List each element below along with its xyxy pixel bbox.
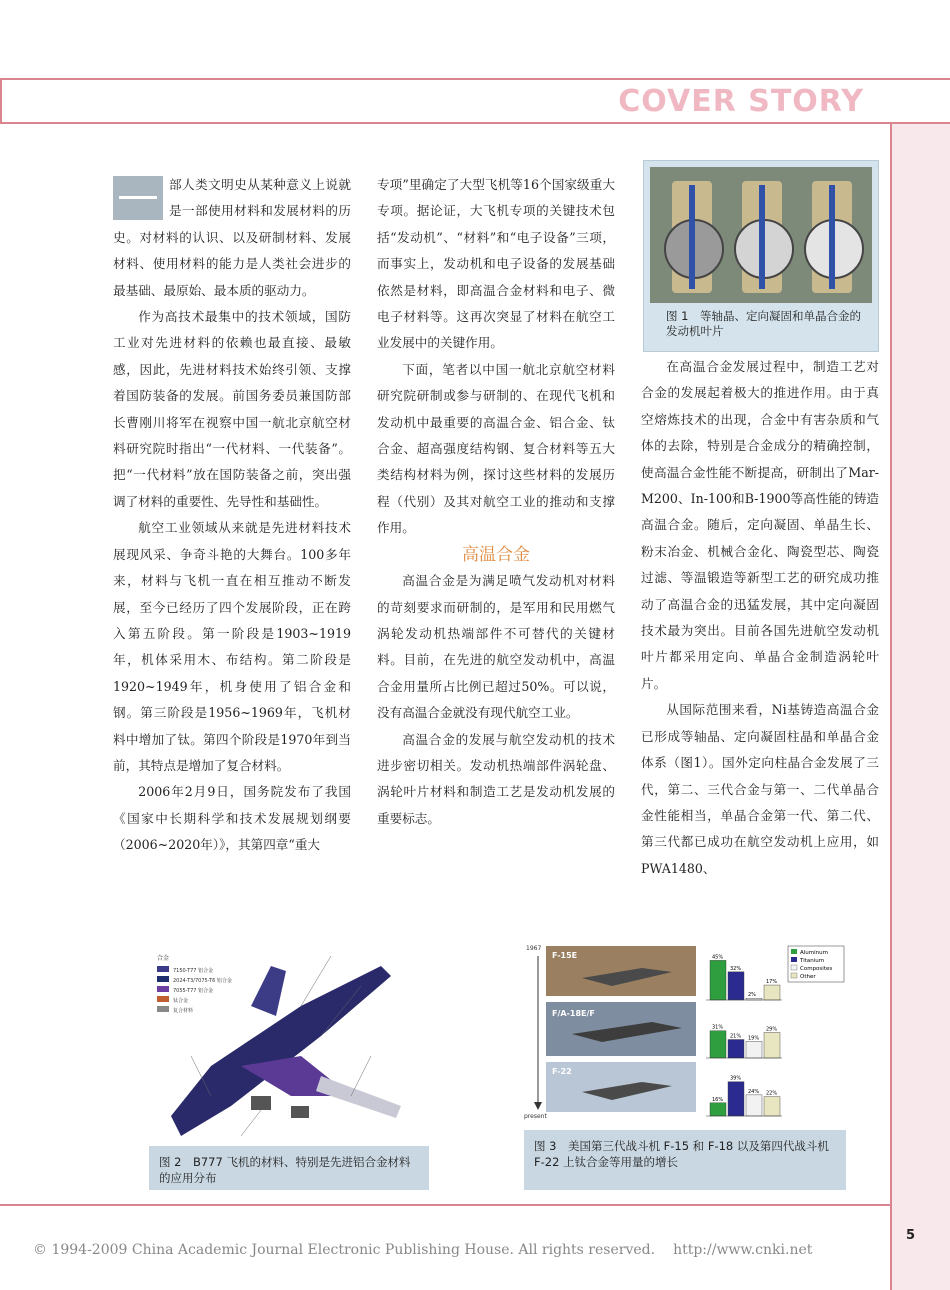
legend-label-1: Titanium (800, 958, 825, 964)
text-column-3 (641, 354, 879, 882)
footer (33, 1242, 812, 1258)
section-heading: 高温合金 (462, 544, 530, 565)
bar-F-22-Aluminum (710, 1103, 726, 1116)
year-end-label: present (524, 1113, 547, 1120)
legend-label-2: Composites (800, 966, 833, 972)
figure-3 (522, 938, 848, 1194)
paragraph: 在高温合金发展过程中，制造工艺对合金的发展起着极大的推进作用。由于真空熔炼技术的出现，合金中有害杂质和气体的去除，特别是合金成分的精确控制，使高温合金性能不断提高，研制出了Mar-M200、In-100和B-1900等高性能的铸造高温合金。随后，定向凝固、单晶生长、粉末冶金、机械合金化、陶瓷型芯、陶瓷过滤、等温锻造等新型工艺的研究成功推动了高温合金的迅猛发展，其中定向凝固技术最为突出。目前各国先进航空发动机叶片都采用定向、单晶合金制造涡轮叶片。 (641, 359, 879, 691)
data-label: 31% (712, 1024, 724, 1031)
bar-F-15E-Other (764, 985, 780, 1000)
turbine-blades-photo (650, 167, 872, 303)
aircraft-label-1: F/A-18E/F (552, 1009, 595, 1018)
data-label: 24% (748, 1088, 760, 1095)
legend-title: 合金 (157, 955, 170, 962)
paragraph: 下面，笔者以中国一航北京航空材料研究院研制或参与研制的、在现代飞机和发动机中最重要的高温合金、铝合金、钛合金、超高强度结构钢、复合材料等五大类结构材料为例，探讨这些材料的发展历程（代别）及其对航空工业的推动和支撑作用。 (377, 361, 615, 536)
chart-legend (788, 946, 844, 982)
bar-F/A-18E/F-Other (764, 1032, 780, 1058)
bar-F/A-18E/F-Composites (746, 1041, 762, 1058)
figure-2-caption: 图 2 B777 飞机的材料、特别是先进铝合金材料的应用分布 (149, 1146, 429, 1190)
figure-3-caption: 图 3 美国第三代战斗机 F-15 和 F-18 以及第四代战斗机 F-22 上钛合金等用量的增长 (524, 1130, 846, 1190)
text-column-2 (377, 172, 615, 832)
legend-label-1: 2024-T3/7075-T6 铝合金 (173, 978, 232, 984)
side-bar (890, 124, 950, 1290)
bar-F-22-Composites (746, 1095, 762, 1116)
data-label: 29% (766, 1026, 778, 1033)
data-label: 19% (748, 1035, 760, 1042)
data-label: 17% (766, 979, 778, 986)
year-start-label: 1967 (526, 945, 542, 952)
paragraph: 2006年2月9日，国务院发布了我国《国家中长期科学和技术发展规划纲要（2006~2020年）》，其第四章“重大 (113, 784, 351, 853)
data-label: 21% (730, 1033, 742, 1040)
legend-swatch-1 (157, 976, 169, 982)
legend-label-3: 钛合金 (173, 998, 189, 1004)
paragraph: 高温合金是为满足喷气发动机对材料的苛刻要求而研制的，是军用和民用燃气涡轮发动机热端部件不可替代的关键材料。目前，在先进的航空发动机中，高温合金用量所占比例已超过50%。可以说，没有高温合金就没有现代航空工业。 (377, 573, 615, 721)
bar-groups (706, 954, 782, 1116)
legend-label-2: 7055-T77 铝合金 (173, 988, 214, 994)
footer-url[interactable]: http://www.cnki.net (673, 1242, 813, 1258)
paragraph: 作为高技术最集中的技术领域，国防工业对先进材料的依赖也最直接、最敏感，因此，先进材料技术始终引领、支撑着国防装备的发展。前国务委员兼国防部长曹刚川将军在视察中国一航北京航空材料研究院时指出“一代材料、一代装备”。把“一代材料”放在国防装备之前，突出强调了材料的重要性、先导性和基础性。 (113, 309, 351, 509)
data-label: 39% (730, 1075, 742, 1082)
figure-2 (143, 938, 433, 1194)
bar-F/A-18E/F-Aluminum (710, 1031, 726, 1058)
paragraph: 专项”里确定了大型飞机等16个国家级重大专项。据论证，大飞机专项的关键技术包括“发动机”、“材料”和“电子设备”三项，而事实上，发动机和电子设备的发展基础依然是材料，即高温合金材料和电子、微电子材料等。这再次突显了材料在航空工业发展中的关键作用。 (377, 177, 615, 351)
data-label: 45% (712, 954, 724, 961)
b777-diagram (151, 946, 423, 1146)
blade-directional (742, 181, 782, 293)
paragraph: 从国际范围来看，Ni基铸造高温合金已形成等轴晶、定向凝固柱晶和单晶合金体系（图1）。国外定向柱晶合金发展了三代，第二、三代合金与第一、二代单晶合金性能相当，单晶合金第一代、第二代、第三代都已成功在航空发动机上应用，如PWA1480、 (641, 702, 879, 876)
drop-cap (113, 176, 163, 220)
data-label: 16% (712, 1096, 724, 1103)
legend-swatch-3 (157, 996, 169, 1002)
bar-F-22-Titanium (728, 1082, 744, 1116)
data-label: 32% (730, 965, 742, 972)
copyright: © 1994-2009 China Academic Journal Electronic Publishing House. All rights reserved. (33, 1242, 656, 1258)
fighter-materials-chart (522, 938, 848, 1124)
paragraph: 航空工业领域从来就是先进材料技术展现风采、争奇斗艳的大舞台。100多年来，材料与飞机一直在相互推动不断发展，至今已经历了四个发展阶段，正在跨入第五阶段。第一阶段是1903~1919年，机体采用木、布结构。第二阶段是1920~1949年，机身使用了铝合金和钢。第三阶段是1956~1969年，飞机材料中增加了钛。第四个阶段是1970年到当前，其特点是增加了复合材料。 (113, 520, 351, 773)
bar-F/A-18E/F-Titanium (728, 1040, 744, 1058)
legend-label-0: Aluminum (800, 950, 828, 956)
bar-F-15E-Titanium (728, 972, 744, 1000)
paragraph: 部人类文明史从某种意义上说就是一部使用材料和发展材料的历史。对材料的认识、以及研制材料、发展材料、使用材料的能力是人类社会进步的最基础、最原始、最本质的驱动力。 (113, 177, 351, 298)
paragraph: 高温合金的发展与航空发动机的技术进步密切相关。发动机热端部件涡轮盘、涡轮叶片材料和制造工艺是发动机发展的重要标志。 (377, 731, 615, 826)
legend (157, 954, 232, 1014)
aircraft-label-2: F-22 (552, 1067, 572, 1076)
bottom-rule (0, 1204, 892, 1206)
data-label: 2% (748, 992, 756, 999)
bar-F-22-Other (764, 1097, 780, 1116)
figure-1 (643, 160, 879, 352)
legend-label-4: 复合材料 (173, 1008, 194, 1014)
legend-label-0: 7150-T77 铝合金 (173, 968, 214, 974)
bar-F-15E-Aluminum (710, 960, 726, 1000)
text-column-1 (113, 172, 351, 859)
blade-single-crystal (812, 181, 852, 293)
figure-1-caption: 图 1 等轴晶、定向凝固和单晶合金的发动机叶片 (666, 309, 861, 338)
legend-swatch-2 (157, 986, 169, 992)
section-title: COVER STORY (618, 84, 864, 119)
aircraft-label-0: F-15E (552, 951, 578, 960)
legend-swatch-4 (157, 1006, 169, 1012)
page-number: 5 (906, 1228, 916, 1243)
legend-swatch-0 (157, 966, 169, 972)
blade-equiaxed (672, 181, 712, 293)
legend-label-3: Other (800, 974, 816, 980)
data-label: 22% (766, 1090, 778, 1097)
